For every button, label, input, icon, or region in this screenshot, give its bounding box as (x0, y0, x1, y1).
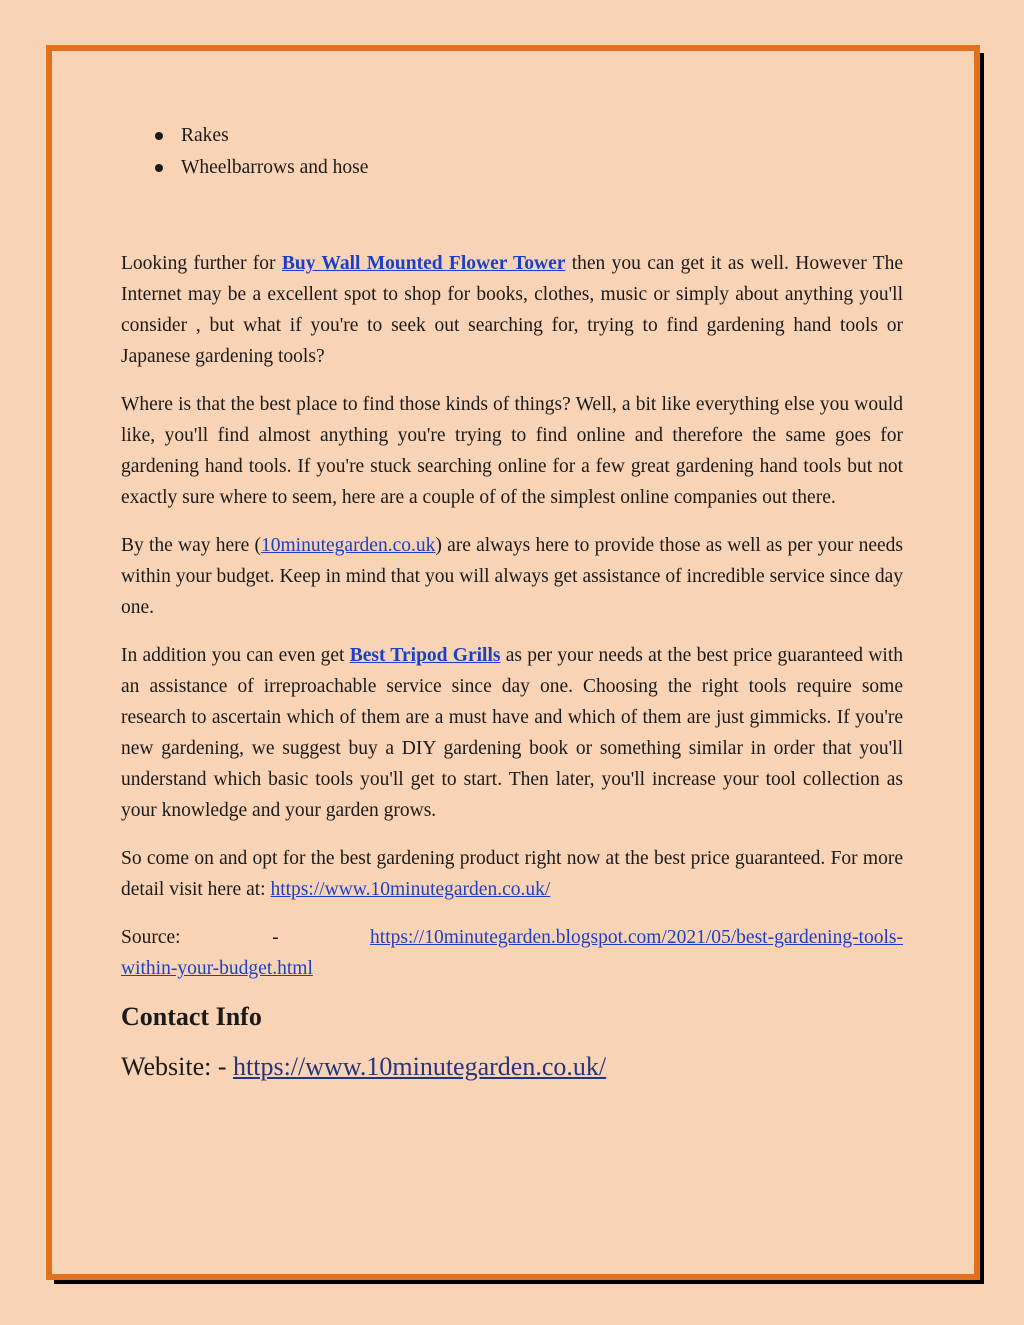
tripod-grills-link[interactable]: Best Tripod Grills (349, 645, 501, 666)
source-link[interactable]: https://10minutegarden.blogspot.com/2021/05/best-gardening-tools- (370, 927, 903, 948)
visit-site-link[interactable]: https://www.10minutegarden.co.uk/ (270, 879, 551, 900)
paragraph-text: In addition you can even get (121, 645, 345, 666)
paragraph-text: then you can get it as well. However The Internet may be a excellent spot to shop for books, clothes, music or simply about anything you'll consider , but what if you're to seek out searching for, trying to find gardening hand tools or Japanese gardening tools? (121, 253, 903, 367)
paragraph-tripod-grills (121, 640, 903, 826)
paragraph-text: as per your needs at the best price guaranteed with an assistance of irreproachable service since day one. Choosing the right tools require some research to ascertain which of them are a must have and which of them are just gimmicks. If you're new gardening, we suggest buy a DIY gardening book or something similar in order that you'll understand which basic tools you'll get to start. Then later, you'll increase your tool collection as your knowledge and your garden grows. (121, 645, 903, 821)
paragraph-flower-tower (121, 248, 903, 372)
source-block (121, 922, 903, 984)
paragraph-text: ) are always here to provide those as well as per your needs within your budget. Keep in mind that you will always get assistance of incredible service since day one. (121, 535, 903, 618)
paragraph-where-to-find: Where is that the best place to find those kinds of things? Well, a bit like everything else you would like, you'll find almost anything you're trying to find online and therefore the same goes for gardening hand tools. If you're stuck searching online for a few great gardening hand tools but not exactly sure where to seem, here are a couple of of the simplest online companies out there. (121, 394, 903, 508)
website-label: Website: - (121, 1052, 227, 1081)
list-item: Rakes (181, 120, 903, 152)
website-link[interactable]: https://www.10minutegarden.co.uk/ (233, 1052, 607, 1081)
list-item: Wheelbarrows and hose (181, 152, 903, 184)
paragraph-text: So come on and opt for the best gardening product right now at the best price guaranteed. For more detail visit here at: (121, 848, 903, 900)
source-link-continued[interactable]: within-your-budget.html (121, 958, 313, 979)
document-body (121, 120, 903, 1084)
contact-heading: Contact Info (121, 1002, 262, 1031)
paragraph-call-to-action (121, 843, 903, 905)
paragraph-by-the-way (121, 530, 903, 623)
site-link[interactable]: 10minutegarden.co.uk (261, 535, 436, 556)
source-label: Source: (121, 927, 181, 948)
source-line (121, 922, 903, 953)
source-dash: - (272, 927, 279, 948)
website-line (121, 1050, 903, 1084)
paragraph-text: By the way here ( (121, 535, 261, 556)
tool-list (121, 120, 903, 184)
flower-tower-link[interactable]: Buy Wall Mounted Flower Tower (281, 253, 566, 274)
paragraph-text: Looking further for (121, 253, 276, 274)
